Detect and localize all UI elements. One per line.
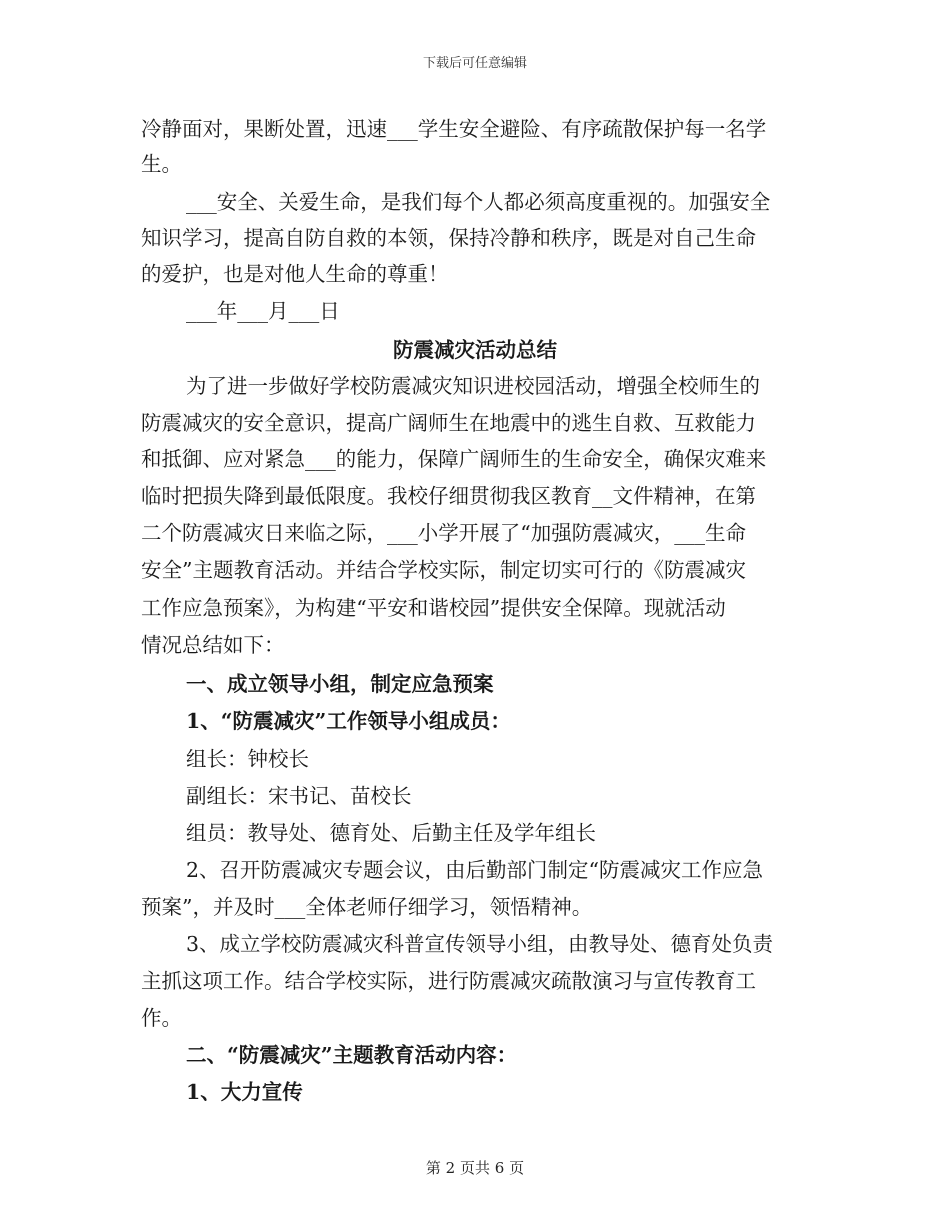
body-line: 知识学习，提高自防自救的本领，保持冷静和秩序，既是对自己生命 (141, 226, 756, 250)
date-line: ___年___月___日 (186, 299, 340, 323)
body-line: 冷静面对，果断处置，迅速___学生安全避险、有序疏散保护每一名学 (141, 117, 767, 141)
body-line: 的爱护，也是对他人生命的尊重！ (141, 262, 449, 286)
body-line: 副组长：宋书记、苗校长 (186, 784, 412, 808)
body-line: 工作应急预案》，为构建“平安和谐校园”提供安全保障。现就活动 (141, 596, 726, 620)
page-header: 下载后可任意编辑 (422, 56, 527, 71)
subheading: 1、大力宣传 (186, 1080, 303, 1104)
body-line: 临时把损失降到最低限度。我校仔细贯彻我区教育__文件精神，在第 (141, 484, 756, 508)
subheading: 1、“防震减灾”工作领导小组成员： (186, 709, 511, 733)
body-line: 3、成立学校防震减灾科普宣传领导小组，由教导处、德育处负责 (186, 932, 774, 956)
body-line: 情况总结如下： (141, 633, 285, 657)
page-footer: 第 2 页共 6 页 (425, 1159, 525, 1177)
body-line: 生。 (141, 152, 182, 176)
body-line: 预案”，并及时___全体老师仔细学习，领悟精神。 (141, 895, 593, 919)
body-line: 主抓这项工作。结合学校实际，进行防震减灾疏散演习与宣传教育工 (141, 969, 756, 993)
body-line: 作。 (141, 1006, 182, 1030)
body-line: 二个防震减灾日来临之际，___小学开展了“加强防震减灾，___生命 (141, 521, 746, 545)
body-line: 为了进一步做好学校防震减灾知识进校园活动，增强全校师生的 (186, 374, 760, 398)
body-line: 组员：教导处、德育处、后勤主任及学年组长 (186, 821, 596, 845)
body-line: 防震减灾的安全意识，提高广阔师生在地震中的逃生自救、互救能力 (141, 411, 756, 435)
section-heading: 二、“防震减灾”主题教育活动内容： (186, 1043, 518, 1067)
body-line: 安全”主题教育活动。并结合学校实际，制定切实可行的《防震减灾 (141, 558, 746, 582)
section-title: 防震减灾活动总结 (393, 338, 557, 362)
body-line: ___安全、关爱生命，是我们每个人都必须高度重视的。加强安全 (186, 190, 771, 214)
body-line: 和抵御、应对紧急___的能力，保障广阔师生的生命安全，确保灾难来 (141, 447, 767, 471)
section-heading: 一、成立领导小组，制定应急预案 (186, 672, 494, 696)
body-line: 2、召开防震减灾专题会议，由后勤部门制定“防震减灾工作应急 (186, 858, 764, 882)
body-line: 组长：钟校长 (186, 747, 309, 771)
